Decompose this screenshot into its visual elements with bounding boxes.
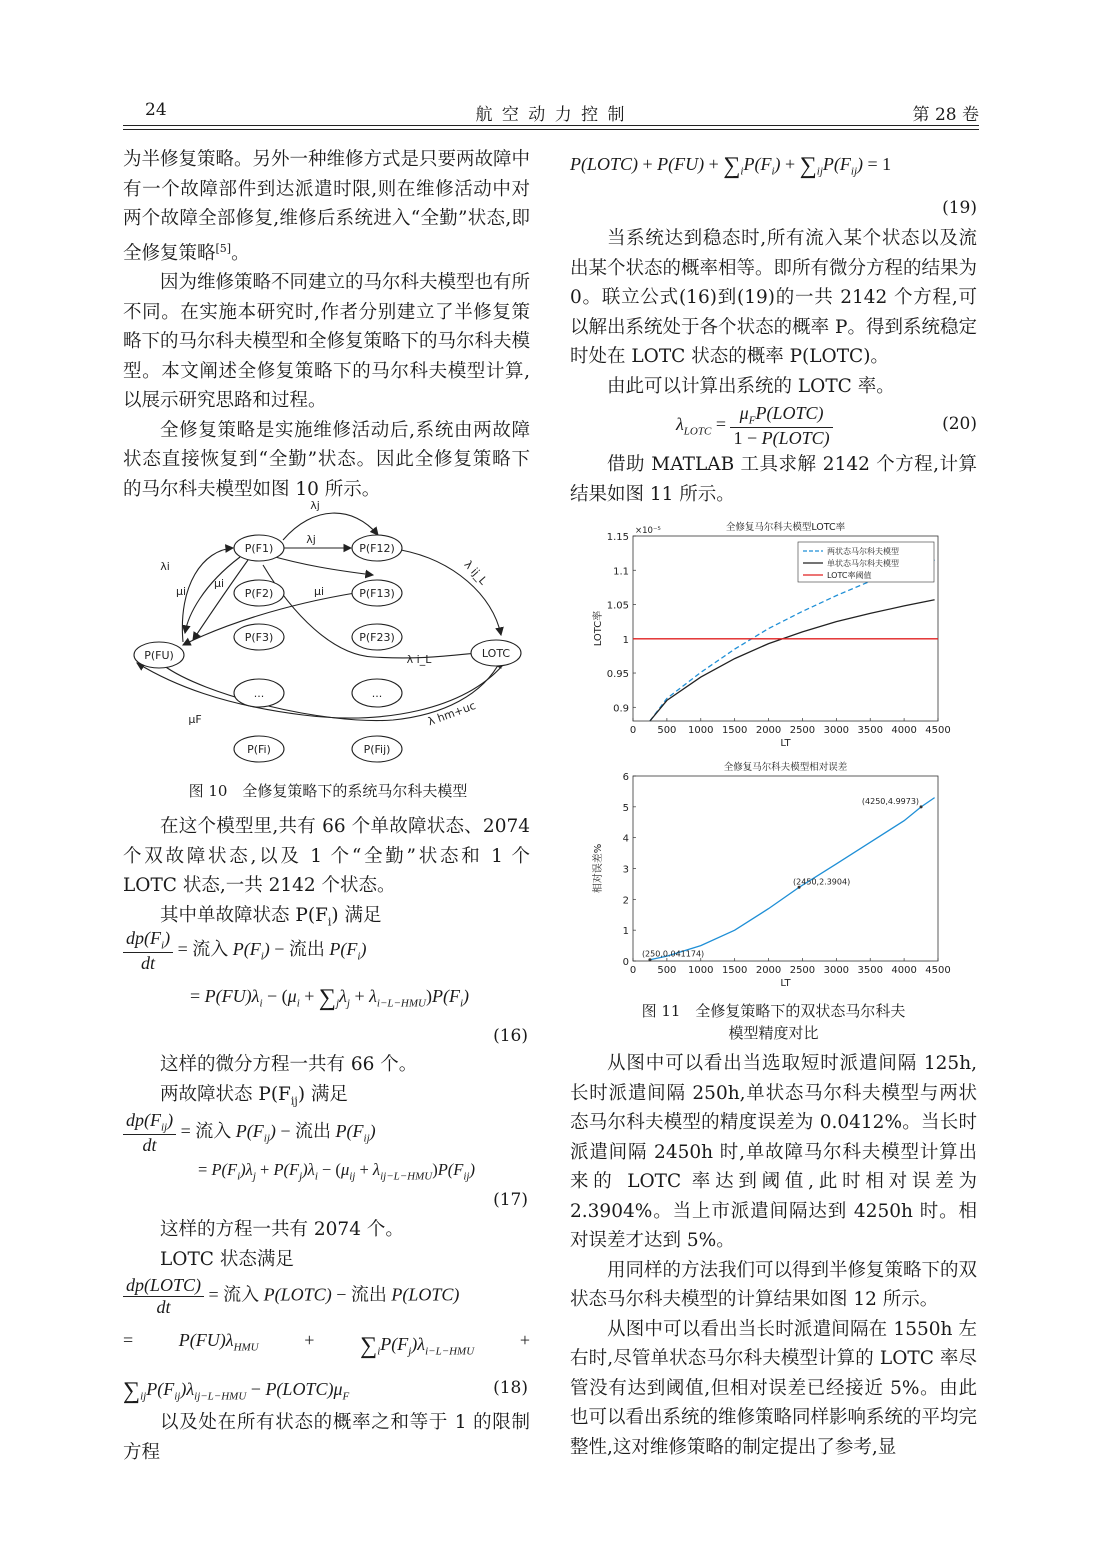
annotation-label: (2450,2.3904) [793,877,851,887]
left-column-top [123,145,530,504]
annotation-point [920,805,923,808]
annotation-label: (4250,4.9973) [861,796,920,806]
x-tick-label: 3500 [857,965,883,976]
y-tick-label: 0 [622,957,629,968]
paragraph: 其中单故障状态 $P(F_i)$ 满足 [160,904,382,929]
x-tick-label: 2000 [755,725,782,736]
x-tick-label: 0 [629,965,637,976]
node-pfu: P(FU) [144,649,174,662]
x-axis-label: LT [780,978,791,989]
node-pf23: P(F23) [359,631,395,644]
left-column-bottom [123,1408,530,1467]
edge-label: λ hm+uc [426,699,478,729]
equation-16-line1: $\frac{dp(F_i)}{dt}$ = 流入 $P(F_i)$ − 流出 $P(F_i)$ [123,928,366,974]
edge-label: λ ij_L [461,557,490,588]
edge-label: μi [313,585,325,598]
edge-label: μF [188,713,202,726]
x-tick-label: 4000 [891,725,917,736]
y-tick-label: 6 [622,772,629,783]
journal-title: 航 空 动 力 控 制 [475,105,627,125]
paragraph: 因为维修策略不同建立的马尔科夫模型也有所不同。在实施本研究时,作者分别建立了半修复策略下的马尔科夫模型和全修复策略下的马尔科夫模型。本文阐述全修复策略下的马尔科夫模型计算,以展示研究思路和过程。 [123,272,531,412]
equation-number: (19) [942,198,977,218]
x-tick-label: 1000 [688,725,714,736]
x-tick-label: 1500 [721,965,748,976]
paragraph: 为半修复策略。另外一种维修方式是只要两故障中有一个故障部件到达派遣时限,则在维修活动中对两个故障全部修复,维修后系统进入“全勤”状态,即全修复策略[5]。 [123,149,531,264]
x-tick-label: 1000 [688,965,714,976]
chart-title: 全修复马尔科夫模型LOTC率 [725,522,846,533]
edge-label: λj [310,499,320,512]
equation-17-line1: $\frac{dp(F_{ij})}{dt}$ = 流入 $P(F_{ij})$ − 流出 $P(F_{ij})$ [123,1110,376,1156]
y-tick-label: 0.9 [613,703,629,715]
paragraph: 从图中可以看出当长时派遣间隔在 1550h 左右时,尽管单状态马尔科夫模型计算的 LOTC 率尽管没有达到阈值,但相对误差已经接近 5%。由此也可以看出系统的维修策略同样影响系统的平均完整性,这对维修策略的制定提出了参考,显 [570,1318,978,1458]
volume-label: 第 28 卷 [912,105,979,125]
page-number: 24 [145,100,167,120]
equation-18-line3: $\sum_{ij}P(F_{ij})\lambda_{ij-L-HMU}$ − $P(LOTC)\mu_F$ [123,1378,350,1404]
node-ellipsis: ... [371,687,383,700]
y-tick-label: 5 [622,802,629,814]
edge-label: λi [160,560,170,573]
y-tick-label: 3 [622,864,629,876]
node-pfij: P(Fij) [363,743,391,756]
node-pf13: P(F13) [359,587,395,600]
paragraph: 全修复策略是实施维修活动后,系统由两故障状态直接恢复到“全勤”状态。因此全修复策略下的马尔科夫模型如图 10 所示。 [123,419,530,500]
edge-label: λ i_L [406,653,432,666]
left-column-mid [123,812,530,937]
x-tick-label: 500 [657,965,677,976]
x-tick-label: 2500 [789,725,816,736]
x-tick-label: 2500 [789,965,816,976]
x-tick-label: 2000 [755,965,782,976]
equation-number: (18) [493,1378,528,1398]
equation-18-line2: = $P(FU)\lambda_{HMU}$ + $\sum_iP(F_j)\lambda_{i-L-HMU}$ + [123,1330,530,1359]
y-tick-label: 0.95 [606,669,629,681]
y-tick-label: 1.15 [606,532,629,543]
node-lotc: LOTC [481,647,511,660]
figure-10-caption: 图 10 全修复策略下的系统马尔科夫模型 [188,782,468,800]
x-tick-label: 500 [657,725,677,736]
equation-20: $\lambda_{LOTC}$ = $\frac{\mu_FP(LOTC)}{\text{1 − P(LOTC)}}$ [676,403,833,449]
x-axis-label: LT [780,738,791,749]
edge-label: μi [213,577,225,590]
equation-number: (20) [942,414,977,434]
node-pf1: P(F1) [244,542,274,555]
paragraph: 在这个模型里,共有 66 个单故障状态、2074 个双故障状态,以及 1 个“全勤”状态和 1 个 LOTC 状态,一共 2142 个状态。 [123,816,530,896]
x-tick-label: 1500 [721,725,748,736]
equation-number: (16) [493,1026,528,1046]
equation-18-line1: $\frac{\text{dp(LOTC)}}{dt}$ = 流入 P(LOTC) − 流出 P(LOTC) [123,1275,459,1318]
node-pf2: P(F2) [244,587,274,600]
node-pf3: P(F3) [244,631,274,644]
header-rule [123,125,979,126]
paragraph: 这样的方程一共有 2074 个。 [160,1219,404,1240]
y-tick-label: 4 [622,833,629,845]
paragraph: 从图中可以看出当选取短时派遣间隔 125h,长时派遣间隔 250h,单状态马尔科夫模型与两状态马尔科夫模型的精度误差为 0.0412%。当长时派遣间隔 2450h 时,单故障马尔科夫模型计算出来的 LOTC 率达到阈值,此时相对误差为 2.3904%。当上市派遣间隔达到 4250h 时。相对误差才达到 5%。 [570,1053,977,1251]
paragraph: 以及处在所有状态的概率之和等于 1 的限制方程 [123,1412,530,1463]
legend-label: LOTC率阈值 [827,571,872,580]
right-column-top [570,224,977,401]
y-tick-label: 1.05 [606,600,629,612]
x-tick-label: 4500 [925,725,951,736]
paragraph: 用同样的方法我们可以得到半修复策略下的双状态马尔科夫模型的计算结果如图 12 所示。 [570,1259,978,1310]
y-tick-label: 1.1 [613,566,629,578]
paragraph: 由此可以计算出系统的 LOTC 率。 [607,375,895,397]
paragraph: 这样的微分方程一共有 66 个。 [160,1054,418,1075]
node-pfi: P(Fi) [247,743,271,756]
figure-11-chart-lotc-rate [585,518,965,758]
paragraph: 当系统达到稳态时,所有流入某个状态以及流出某个状态的概率相等。即所有微分方程的结果为 0。联立公式(16)到(19)的一共 2142 个方程,可以解出系统处于各个状态的概率 P。得到系统稳定时处在 LOTC 状态的概率 P(LOTC)。 [570,228,978,367]
axis-exponent: ×10⁻⁵ [635,526,661,536]
y-tick-label: 1 [622,634,629,646]
x-tick-label: 3500 [857,725,883,736]
equation-19: P(LOTC) + $P(FU) + \sum_iP(F_i) + \sum_{ij}P(F_{ij}) = 1$ [570,153,892,179]
x-tick-label: 3000 [823,725,850,736]
edge-label: λj [306,533,316,546]
y-tick-label: 2 [622,895,629,907]
y-axis-label: 相对误差% [593,843,604,894]
left-column-eq18-intro [123,1215,530,1274]
equation-number: (17) [493,1190,528,1210]
paragraph: LOTC 状态满足 [160,1248,294,1270]
paragraph: 两故障状态 $P(F_{ij})$ 满足 [160,1083,348,1108]
paragraph: 借助 MATLAB 工具求解 2142 个方程,计算结果如图 11 所示。 [570,454,977,505]
right-column-fig-intro [570,450,977,509]
annotation-label: (250,0.041174) [641,949,705,959]
node-pf12: P(F12) [359,542,395,555]
node-ellipsis: ... [253,687,265,700]
x-tick-label: 0 [629,725,637,736]
edge-label: μi [175,585,187,598]
x-tick-label: 4000 [891,965,917,976]
figure-11-chart-relative-error [585,758,965,990]
chart-title: 全修复马尔科夫模型相对误差 [723,762,848,773]
equation-16-line2: = $P(FU)\lambda_i - (\mu_i + \sum_j\lambda_j + \lambda_{i-L-HMU})P(F_i)$ [190,985,470,1011]
figure-10-diagram [123,495,533,770]
legend-label: 两状态马尔科夫模型 [827,547,899,556]
y-tick-label: 1 [622,926,629,938]
header-rule-thin [123,129,979,130]
left-column-eq17-intro [123,1050,530,1116]
equation-17-line2: = $P(F_i)\lambda_j + P(F_j)\lambda_i - (\mu_{ij} + \lambda_{ij-L-HMU})P(F_{ij})$ [198,1160,475,1183]
right-column-bottom [570,1049,977,1462]
y-axis-label: LOTC率 [593,610,604,647]
figure-11-caption: 图 11 全修复策略下的双状态马尔科夫 模型精度对比 [641,1002,906,1042]
legend-label: 单状态马尔科夫模型 [827,559,899,568]
x-tick-label: 3000 [823,965,850,976]
x-tick-label: 4500 [925,965,951,976]
